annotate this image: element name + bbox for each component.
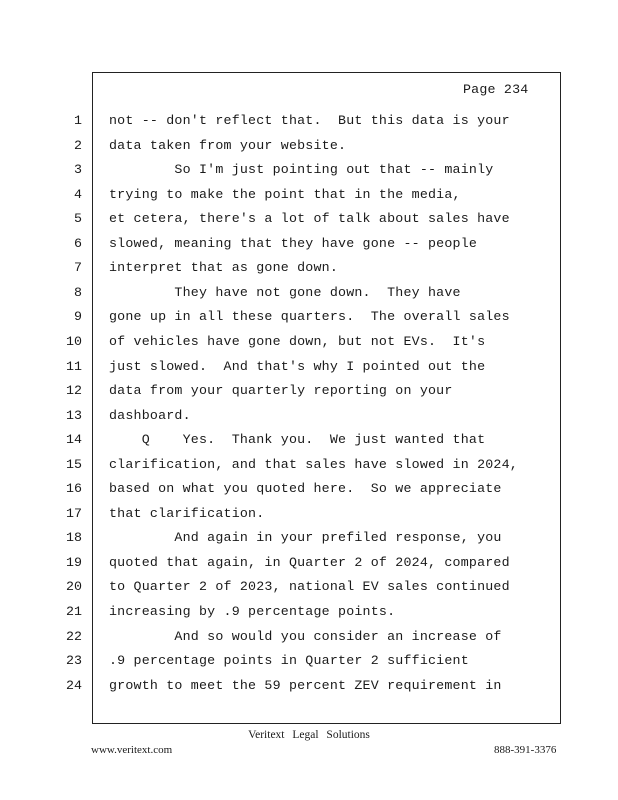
line-text: trying to make the point that in the media, [109,186,461,202]
line-number: 11 [66,358,82,374]
line-number: 17 [66,505,82,521]
line-text: dashboard. [109,407,191,423]
line-text: So I'm just pointing out that -- mainly [109,162,494,178]
transcript-line [0,678,618,702]
line-number: 15 [66,456,82,472]
transcript-line [0,309,618,333]
footer-company: Veritext Legal Solutions [248,729,370,741]
line-number: 16 [66,481,82,497]
page-number: Page 234 [463,82,529,97]
line-text: growth to meet the 59 percent ZEV requirement in [109,677,502,693]
line-number: 24 [66,677,82,693]
transcript-line [0,334,618,358]
transcript-line [0,260,618,284]
line-number: 6 [74,235,82,251]
line-text: gone up in all these quarters. The overall sales [109,309,510,325]
line-number: 21 [66,604,82,619]
line-number: 5 [74,211,82,227]
line-number: 20 [66,579,82,595]
transcript-line [0,629,618,653]
line-text: slowed, meaning that they have gone -- people [109,235,478,251]
line-text: just slowed. And that's why I pointed out the [109,358,486,374]
transcript-line [0,162,618,186]
transcript-line [0,530,618,554]
line-text: of vehicles have gone down, but not EVs. It's [109,333,486,349]
line-text: based on what you quoted here. So we appreciate [109,481,502,497]
line-text: not -- don't reflect that. But this data is your [109,113,510,128]
line-text: data taken from your website. [109,137,347,153]
line-text: And again in your prefiled response, you [109,530,502,546]
transcript-line [0,506,618,530]
line-number: 9 [74,309,82,325]
transcript-line [0,285,618,309]
line-number: 7 [74,260,82,276]
line-text: that clarification. [109,505,265,521]
line-text: And so would you consider an increase of [109,628,502,644]
transcript-line [0,113,618,137]
line-number: 1 [74,113,82,128]
line-text: They have not gone down. They have [109,284,461,300]
line-number: 12 [66,383,82,399]
transcript-line [0,187,618,211]
line-text: data from your quarterly reporting on your [109,383,453,399]
line-text: et cetera, there's a lot of talk about sales have [109,211,510,227]
line-text: clarification, and that sales have slowed in 2024, [109,456,518,472]
line-text: to Quarter 2 of 2023, national EV sales continued [109,579,510,595]
transcript-line [0,457,618,481]
transcript-line [0,604,618,628]
line-text: quoted that again, in Quarter 2 of 2024, compared [109,554,510,570]
transcript-line [0,236,618,260]
transcript-line [0,432,618,456]
line-number: 10 [66,333,82,349]
line-number: 18 [66,530,82,546]
transcript-line [0,481,618,505]
line-number: 13 [66,407,82,423]
line-text: Q Yes. Thank you. We just wanted that [109,432,486,448]
line-number: 8 [74,284,82,300]
line-number: 14 [66,432,82,448]
transcript-line [0,408,618,432]
transcript-line [0,555,618,579]
line-text: .9 percentage points in Quarter 2 sufficient [109,653,469,669]
footer-phone: 888-391-3376 [494,744,557,756]
line-number: 3 [74,162,82,178]
line-text: increasing by .9 percentage points. [109,604,396,619]
transcript-line [0,138,618,162]
transcript-line [0,383,618,407]
transcript-line [0,579,618,603]
line-number: 4 [74,186,82,202]
line-number: 2 [74,137,82,153]
line-number: 19 [66,554,82,570]
transcript-line [0,653,618,677]
transcript-line [0,211,618,235]
line-number: 22 [66,628,82,644]
line-text: interpret that as gone down. [109,260,339,276]
transcript-line [0,359,618,383]
footer-website: www.veritext.com [91,744,173,756]
line-number: 23 [66,653,82,669]
